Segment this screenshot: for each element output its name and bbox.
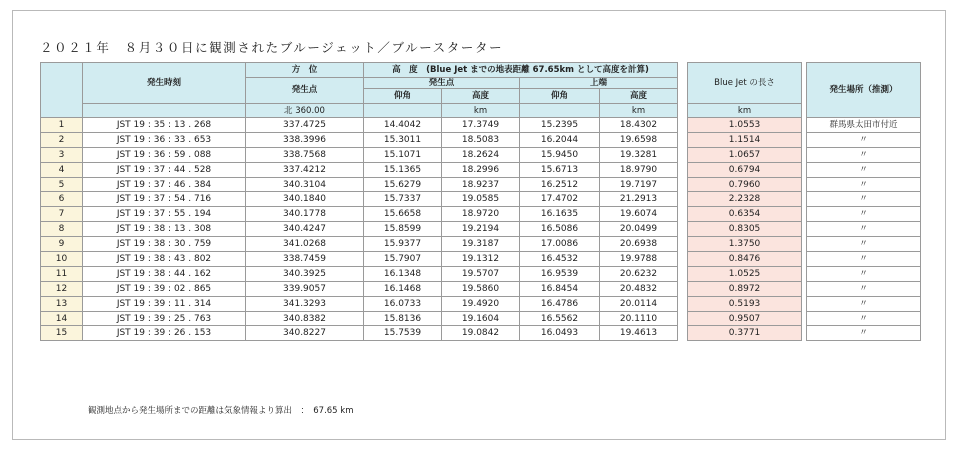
place-cell: 〃 [807, 207, 921, 222]
origin-height-cell: 19.5860 [442, 281, 520, 296]
length-cell: 1.3750 [688, 237, 802, 252]
time-unit-header [83, 104, 246, 118]
row-index: 4 [41, 162, 83, 177]
origin-elevation-header: 仰角 [364, 89, 442, 104]
origin-height-cell: 19.1604 [442, 311, 520, 326]
top-elevation-cell: 16.2044 [520, 132, 600, 147]
azimuth-cell: 337.4725 [246, 118, 364, 133]
top-height-cell: 20.6938 [600, 237, 678, 252]
time-cell: JST 19 : 39 : 11 . 314 [83, 296, 246, 311]
azimuth-header: 方 位 [246, 63, 364, 78]
top-elevation-cell: 17.4702 [520, 192, 600, 207]
top-elevation-cell: 16.5086 [520, 222, 600, 237]
top-elevation-cell: 16.8454 [520, 281, 600, 296]
place-cell: 群馬県太田市付近 [807, 118, 921, 133]
origin-elevation-cell: 15.7337 [364, 192, 442, 207]
row-index: 2 [41, 132, 83, 147]
place-cell: 〃 [807, 192, 921, 207]
top-height-cell: 19.6598 [600, 132, 678, 147]
table-row [41, 118, 921, 133]
top-elevation-cell: 16.5562 [520, 311, 600, 326]
origin-elevation-cell: 16.1468 [364, 281, 442, 296]
origin-elevation-cell: 15.1365 [364, 162, 442, 177]
table-row [41, 252, 921, 267]
origin-height-cell: 19.3187 [442, 237, 520, 252]
time-cell: JST 19 : 37 : 54 . 716 [83, 192, 246, 207]
length-cell: 0.8972 [688, 281, 802, 296]
origin-header: 発生点 [364, 78, 520, 89]
azimuth-cell: 339.9057 [246, 281, 364, 296]
place-cell: 〃 [807, 326, 921, 341]
top-elevation-cell: 16.4532 [520, 252, 600, 267]
table-row [41, 162, 921, 177]
column-gap [678, 281, 688, 296]
row-index: 5 [41, 177, 83, 192]
origin-elevation-cell: 15.8599 [364, 222, 442, 237]
azimuth-cell: 341.0268 [246, 237, 364, 252]
time-cell: JST 19 : 39 : 25 . 763 [83, 311, 246, 326]
azimuth-cell: 338.7568 [246, 147, 364, 162]
page-title: ２０２１年 ８月３０日に観測されたブルージェット／ブルースターター [40, 40, 504, 55]
top-height-cell: 20.1110 [600, 311, 678, 326]
origin-elevation-cell: 15.8136 [364, 311, 442, 326]
top-height-header: 高度 [600, 89, 678, 104]
azimuth-cell: 341.3293 [246, 296, 364, 311]
top-height-cell: 19.6074 [600, 207, 678, 222]
origin-height-cell: 19.5707 [442, 266, 520, 281]
altitude-header: 高 度 (Blue Jet までの地表距離 67.65km として高度を計算) [364, 63, 678, 78]
place-header: 発生場所（推測） [807, 63, 921, 118]
top-height-cell: 19.4613 [600, 326, 678, 341]
origin-height-cell: 19.0585 [442, 192, 520, 207]
header-row-4 [41, 104, 921, 118]
time-cell: JST 19 : 37 : 44 . 528 [83, 162, 246, 177]
row-index: 6 [41, 192, 83, 207]
place-cell: 〃 [807, 266, 921, 281]
time-cell: JST 19 : 37 : 55 . 194 [83, 207, 246, 222]
top-height-cell: 20.0499 [600, 222, 678, 237]
top-height-cell: 19.3281 [600, 147, 678, 162]
length-cell: 0.7960 [688, 177, 802, 192]
place-cell: 〃 [807, 237, 921, 252]
table-row [41, 132, 921, 147]
length-cell: 0.9507 [688, 311, 802, 326]
origin-elevation-cell: 15.6279 [364, 177, 442, 192]
origin-elevation-cell: 15.7907 [364, 252, 442, 267]
column-gap [678, 326, 688, 341]
origin-height-unit: km [442, 104, 520, 118]
length-cell: 1.1514 [688, 132, 802, 147]
top-height-cell: 18.4302 [600, 118, 678, 133]
origin-height-cell: 17.3749 [442, 118, 520, 133]
length-cell: 0.8476 [688, 252, 802, 267]
azimuth-reference: 北 360.00 [246, 104, 364, 118]
row-index: 3 [41, 147, 83, 162]
top-elevation-cell: 15.2395 [520, 118, 600, 133]
time-cell: JST 19 : 39 : 26 . 153 [83, 326, 246, 341]
footnote: 観測地点から発生場所までの距離は気象情報より算出 ： 67.65 km [88, 406, 354, 416]
top-height-cell: 20.0114 [600, 296, 678, 311]
row-index: 7 [41, 207, 83, 222]
row-index: 14 [41, 311, 83, 326]
top-header: 上端 [520, 78, 678, 89]
place-cell: 〃 [807, 162, 921, 177]
azimuth-cell: 337.4212 [246, 162, 364, 177]
column-gap [678, 147, 688, 162]
column-gap [678, 266, 688, 281]
origin-height-cell: 18.9237 [442, 177, 520, 192]
top-elevation-cell: 17.0086 [520, 237, 600, 252]
top-elevation-unit [520, 104, 600, 118]
azimuth-cell: 340.1778 [246, 207, 364, 222]
place-cell: 〃 [807, 132, 921, 147]
origin-elevation-cell: 15.1071 [364, 147, 442, 162]
origin-elevation-cell: 15.7539 [364, 326, 442, 341]
origin-elevation-cell: 16.0733 [364, 296, 442, 311]
top-height-cell: 20.4832 [600, 281, 678, 296]
column-gap [678, 63, 688, 118]
column-gap [678, 132, 688, 147]
origin-elevation-cell: 15.6658 [364, 207, 442, 222]
time-cell: JST 19 : 36 : 33 . 653 [83, 132, 246, 147]
header-row-1 [41, 63, 921, 78]
column-gap [678, 118, 688, 133]
top-elevation-cell: 15.9450 [520, 147, 600, 162]
origin-elevation-cell: 14.4042 [364, 118, 442, 133]
length-cell: 1.0657 [688, 147, 802, 162]
azimuth-cell: 338.3996 [246, 132, 364, 147]
top-elevation-header: 仰角 [520, 89, 600, 104]
column-gap [678, 252, 688, 267]
origin-height-cell: 19.4920 [442, 296, 520, 311]
length-cell: 1.0525 [688, 266, 802, 281]
time-header: 発生時刻 [83, 63, 246, 104]
table-body [41, 118, 921, 341]
column-gap [678, 311, 688, 326]
top-height-cell: 20.6232 [600, 266, 678, 281]
origin-height-cell: 18.9720 [442, 207, 520, 222]
length-header: Blue Jet の長さ [688, 63, 802, 104]
column-gap [678, 177, 688, 192]
azimuth-cell: 340.1840 [246, 192, 364, 207]
azimuth-origin-header: 発生点 [246, 78, 364, 104]
length-cell: 2.2328 [688, 192, 802, 207]
row-index: 10 [41, 252, 83, 267]
origin-height-cell: 18.2624 [442, 147, 520, 162]
top-height-cell: 19.7197 [600, 177, 678, 192]
origin-height-header: 高度 [442, 89, 520, 104]
place-cell: 〃 [807, 296, 921, 311]
table-row [41, 296, 921, 311]
top-height-cell: 21.2913 [600, 192, 678, 207]
origin-elevation-cell: 15.3011 [364, 132, 442, 147]
time-cell: JST 19 : 36 : 59 . 088 [83, 147, 246, 162]
origin-height-cell: 19.2194 [442, 222, 520, 237]
top-height-cell: 18.9790 [600, 162, 678, 177]
table-row [41, 266, 921, 281]
row-index: 11 [41, 266, 83, 281]
azimuth-cell: 340.8382 [246, 311, 364, 326]
length-cell: 1.0553 [688, 118, 802, 133]
time-cell: JST 19 : 38 : 43 . 802 [83, 252, 246, 267]
time-cell: JST 19 : 37 : 46 . 384 [83, 177, 246, 192]
index-header [41, 63, 83, 118]
time-cell: JST 19 : 39 : 02 . 865 [83, 281, 246, 296]
observation-table [40, 62, 921, 341]
place-cell: 〃 [807, 252, 921, 267]
place-cell: 〃 [807, 147, 921, 162]
origin-height-cell: 19.1312 [442, 252, 520, 267]
length-cell: 0.6794 [688, 162, 802, 177]
table-row [41, 326, 921, 341]
place-cell: 〃 [807, 177, 921, 192]
row-index: 8 [41, 222, 83, 237]
top-height-cell: 19.9788 [600, 252, 678, 267]
place-cell: 〃 [807, 222, 921, 237]
origin-height-cell: 19.0842 [442, 326, 520, 341]
row-index: 15 [41, 326, 83, 341]
length-cell: 0.3771 [688, 326, 802, 341]
top-elevation-cell: 16.1635 [520, 207, 600, 222]
top-elevation-cell: 16.2512 [520, 177, 600, 192]
row-index: 13 [41, 296, 83, 311]
column-gap [678, 296, 688, 311]
time-cell: JST 19 : 38 : 30 . 759 [83, 237, 246, 252]
table-row [41, 311, 921, 326]
time-cell: JST 19 : 35 : 13 . 268 [83, 118, 246, 133]
top-elevation-cell: 16.4786 [520, 296, 600, 311]
length-cell: 0.8305 [688, 222, 802, 237]
origin-height-cell: 18.2996 [442, 162, 520, 177]
column-gap [678, 162, 688, 177]
column-gap [678, 207, 688, 222]
length-cell: 0.5193 [688, 296, 802, 311]
place-cell: 〃 [807, 311, 921, 326]
top-height-unit: km [600, 104, 678, 118]
row-index: 12 [41, 281, 83, 296]
origin-elevation-cell: 16.1348 [364, 266, 442, 281]
column-gap [678, 192, 688, 207]
top-elevation-cell: 15.6713 [520, 162, 600, 177]
origin-height-cell: 18.5083 [442, 132, 520, 147]
origin-elevation-unit [364, 104, 442, 118]
table-row [41, 207, 921, 222]
top-elevation-cell: 16.9539 [520, 266, 600, 281]
origin-elevation-cell: 15.9377 [364, 237, 442, 252]
azimuth-cell: 340.4247 [246, 222, 364, 237]
azimuth-cell: 340.3104 [246, 177, 364, 192]
table-row [41, 177, 921, 192]
table-row [41, 281, 921, 296]
table-row [41, 192, 921, 207]
length-cell: 0.6354 [688, 207, 802, 222]
top-elevation-cell: 16.0493 [520, 326, 600, 341]
length-unit: km [688, 104, 802, 118]
azimuth-cell: 340.3925 [246, 266, 364, 281]
column-gap [678, 222, 688, 237]
row-index: 1 [41, 118, 83, 133]
azimuth-cell: 340.8227 [246, 326, 364, 341]
time-cell: JST 19 : 38 : 44 . 162 [83, 266, 246, 281]
row-index: 9 [41, 237, 83, 252]
table-row [41, 237, 921, 252]
table-row [41, 222, 921, 237]
azimuth-cell: 338.7459 [246, 252, 364, 267]
column-gap [678, 237, 688, 252]
place-cell: 〃 [807, 281, 921, 296]
table-row [41, 147, 921, 162]
time-cell: JST 19 : 38 : 13 . 308 [83, 222, 246, 237]
